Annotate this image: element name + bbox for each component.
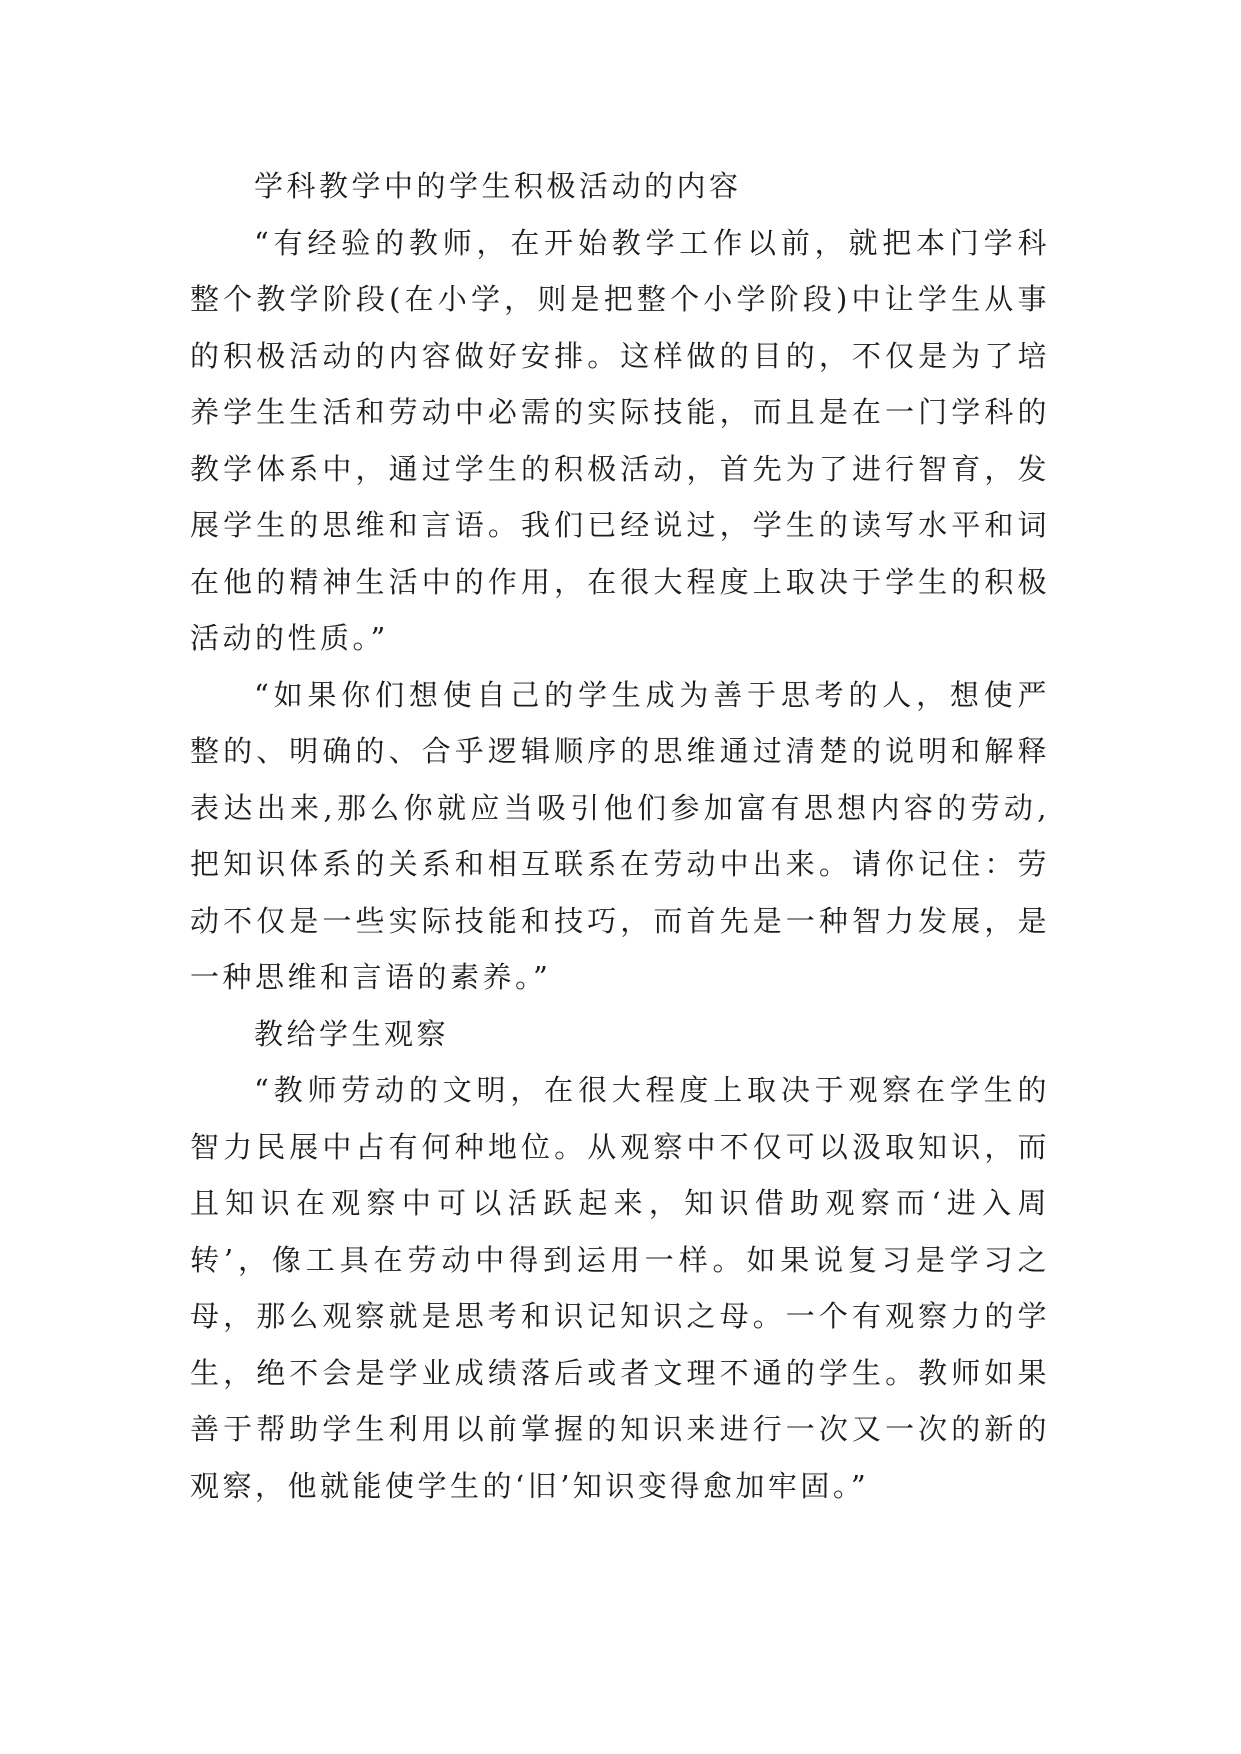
section-heading-observation: 教给学生观察: [254, 1016, 450, 1051]
section-heading-student-activity: 学科教学中的学生积极活动的内容: [254, 169, 742, 203]
quote-paragraph-observation: “教师劳动的文明，在很大程度上取决于观察在学生的智力民展中占有何种地位。从观察中不仅可以汲取知识，而且知识在观察中可以活跃起来，知识借助观察而‘进入周转’，像工具在劳动中得到运用一样。如果说复习是学习之母，那么观察就是思考和识记知识之母。一个有观察力的学生，绝不会是学业成绩落后或者文理不通的学生。教师如果善于帮助学生利用以前掌握的知识来进行一次又一次的新的观察，他就能使学生的‘旧’知识变得愈加牢固。”: [190, 1073, 1050, 1503]
document-body: [190, 158, 1050, 1514]
quote-paragraph-experienced-teacher: “有经验的教师，在开始教学工作以前，就把本门学科整个教学阶段(在小学，则是把整个小学阶段)中让学生从事的积极活动的内容做好安排。这样做的目的，不仅是为了培养学生生活和劳动中必需的实际技能，而且是在一门学科的教学体系中，通过学生的积极活动，首先为了进行智育，发展学生的思维和言语。我们已经说过，学生的读写水平和词在他的精神生活中的作用，在很大程度上取决于学生的积极活动的性质。”: [190, 225, 1050, 655]
quote-paragraph-thinking-labor: “如果你们想使自己的学生成为善于思考的人，想使严整的、明确的、合乎逻辑顺序的思维通过清楚的说明和解释表达出来,那么你就应当吸引他们参加富有思想内容的劳动,把知识体系的关系和相互联系在劳动中出来。请你记住：劳动不仅是一些实际技能和技巧，而首先是一种智力发展，是一种思维和言语的素养。”: [190, 677, 1050, 994]
